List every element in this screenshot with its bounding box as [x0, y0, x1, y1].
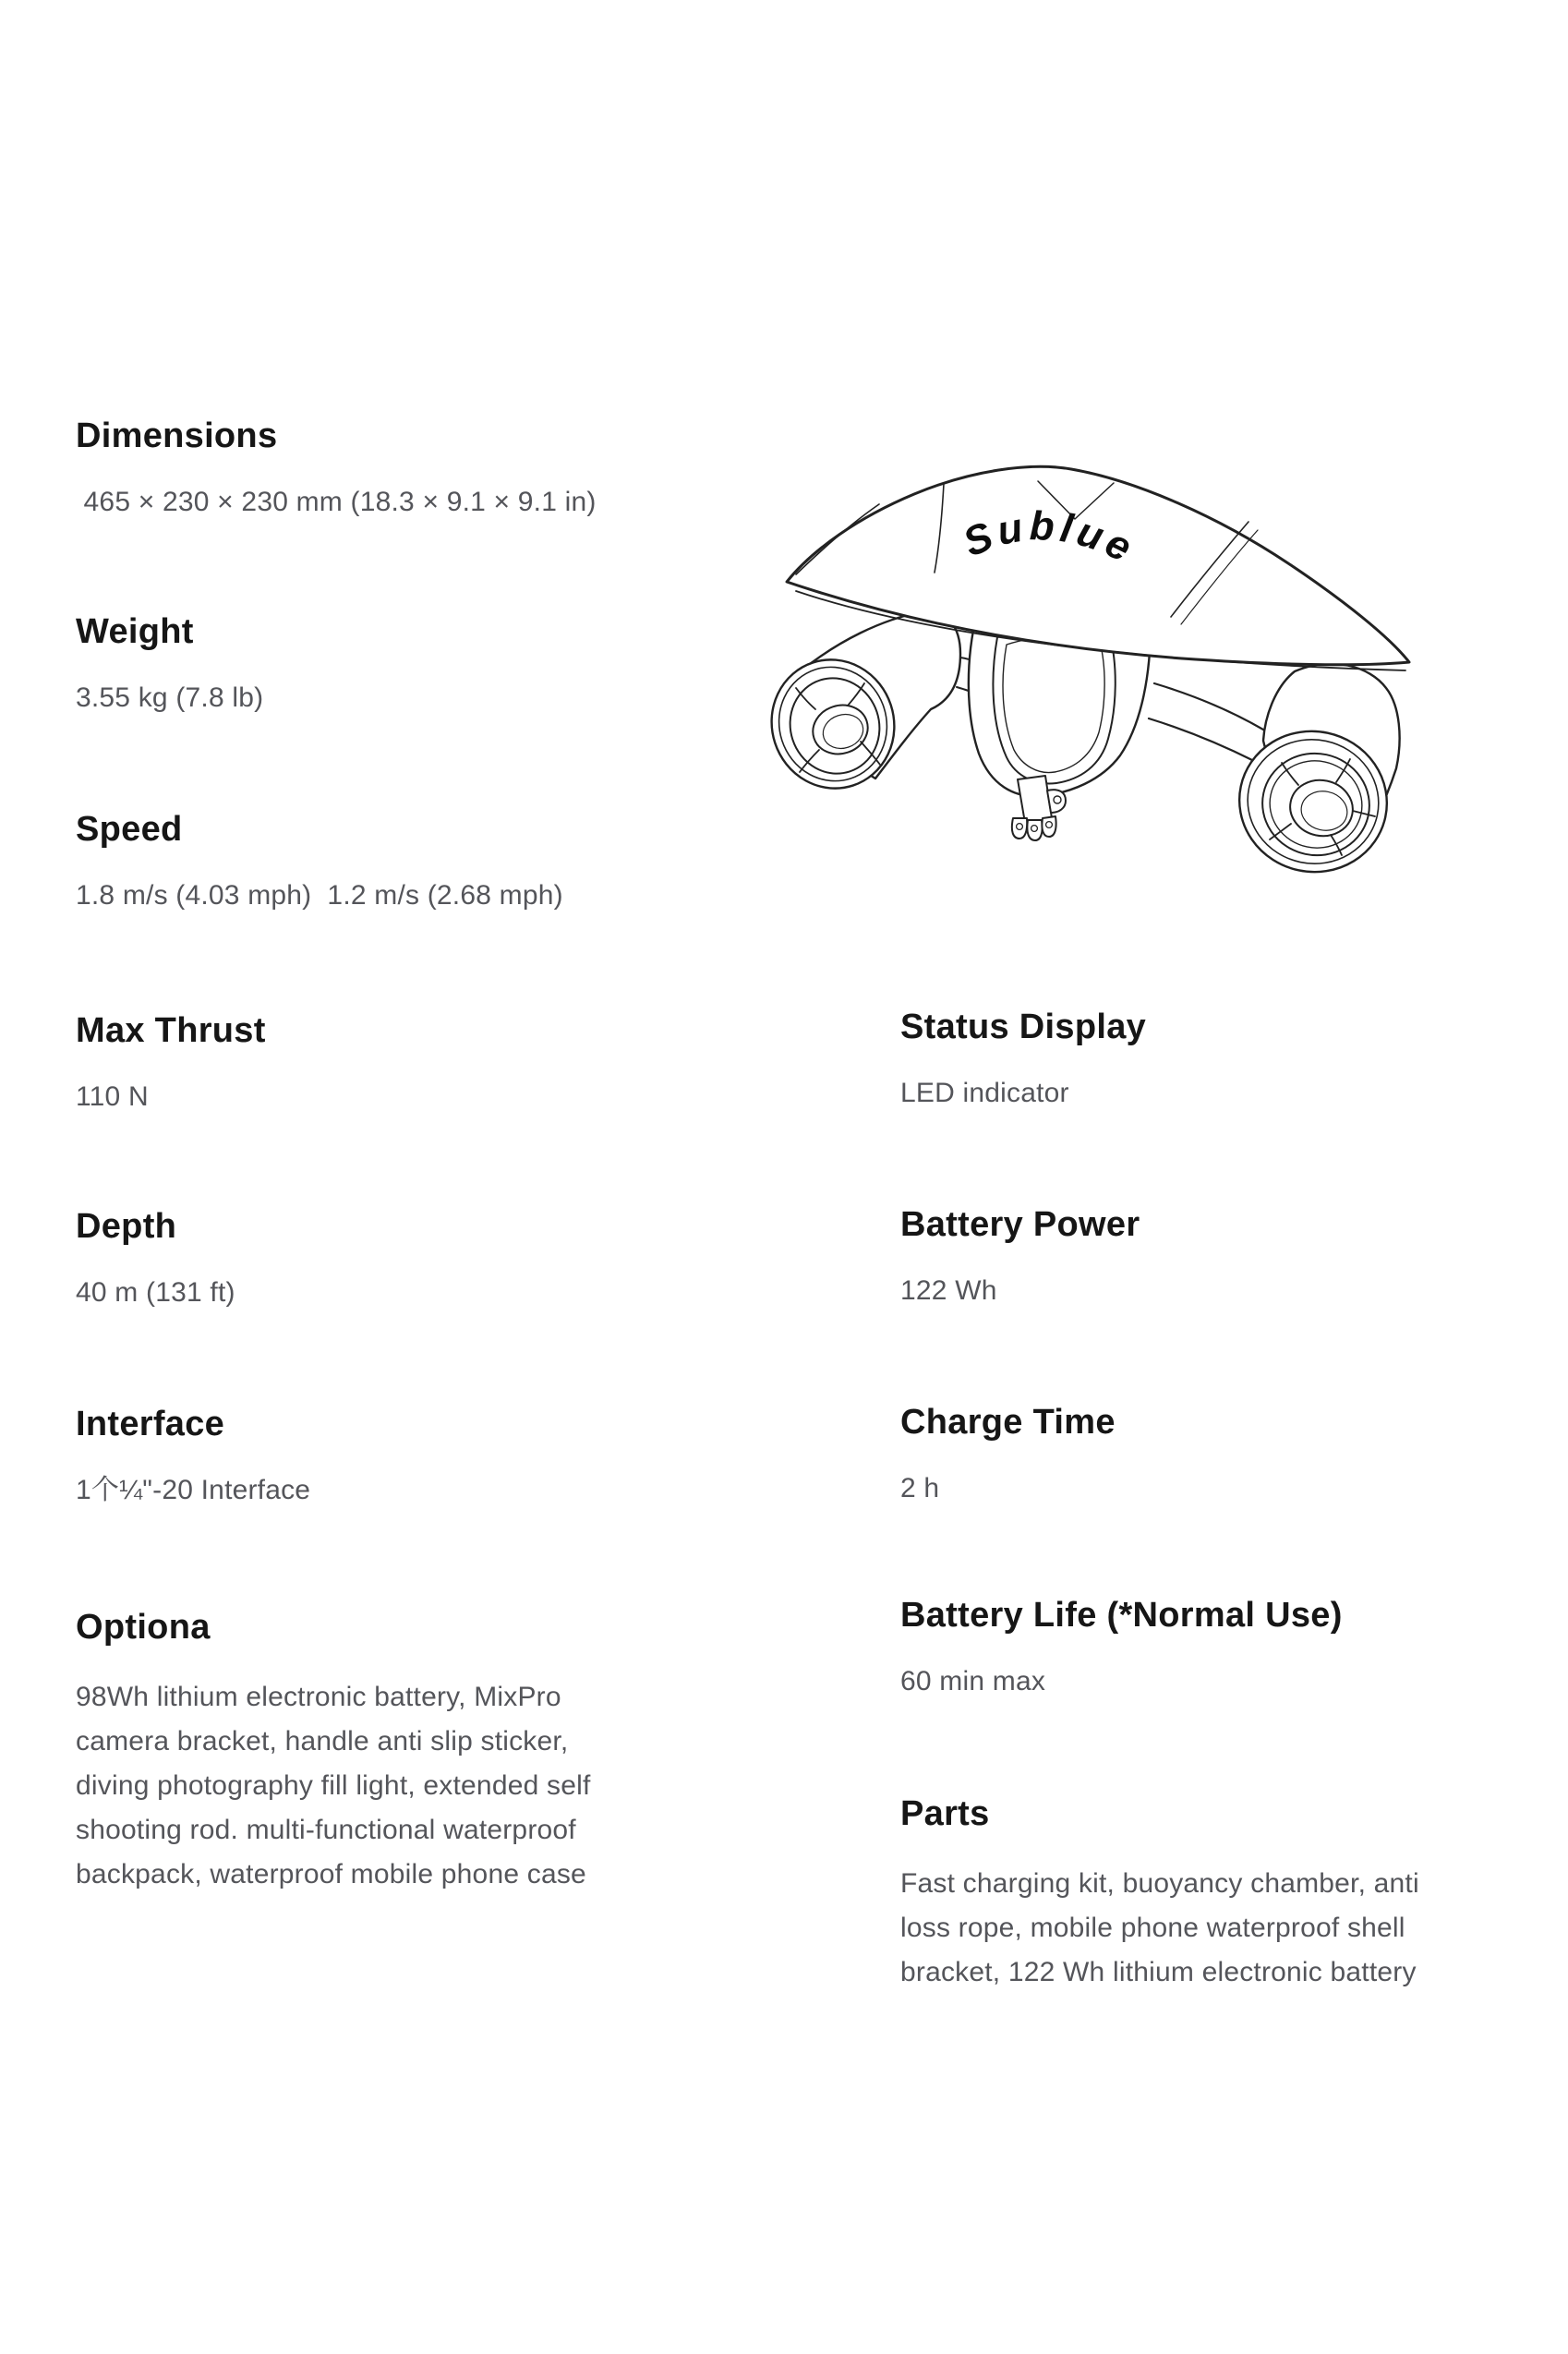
spec-parts-line: loss rope, mobile phone waterproof shell: [900, 1913, 1405, 1943]
spec-interface-value: 1个¼"-20 Interface: [76, 1475, 311, 1505]
spec-optional-line: camera bracket, handle anti slip sticker,: [76, 1726, 569, 1756]
spec-parts-value: [900, 1862, 1419, 1995]
spec-optional-value: [76, 1675, 591, 1897]
spec-depth-label: Depth: [76, 1207, 177, 1246]
spec-depth: [76, 1206, 235, 1311]
right-thruster: [1226, 664, 1400, 886]
spec-speed: [76, 809, 563, 914]
spec-status-display: [900, 1007, 1146, 1112]
spec-dimensions: [76, 416, 597, 521]
spec-battery-life-label: Battery Life (*Normal Use): [900, 1596, 1343, 1635]
spec-status-display-label: Status Display: [900, 1008, 1147, 1046]
spec-weight-value: 3.55 kg (7.8 lb): [76, 682, 264, 713]
spec-interface-label: Interface: [76, 1405, 225, 1443]
spec-charge-time-value: 2 h: [900, 1473, 940, 1503]
spec-battery-life-value: 60 min max: [900, 1666, 1046, 1696]
spec-optional-line: backpack, waterproof mobile phone case: [76, 1859, 586, 1889]
spec-charge-time-label: Charge Time: [900, 1403, 1116, 1442]
spec-battery-power-label: Battery Power: [900, 1205, 1140, 1244]
sublue-logo: Sublue: [957, 503, 1143, 573]
spec-speed-value: 1.8 m/s (4.03 mph) 1.2 m/s (2.68 mph): [76, 880, 563, 911]
spec-speed-label: Speed: [76, 810, 183, 849]
spec-interface: [76, 1404, 310, 1509]
spec-parts: [900, 1793, 1419, 1995]
spec-status-display-value: LED indicator: [900, 1078, 1069, 1108]
spec-optional-line: diving photography fill light, extended self: [76, 1770, 591, 1801]
spec-parts-line: bracket, 122 Wh lithium electronic battery: [900, 1957, 1417, 1987]
spec-max-thrust: [76, 1010, 266, 1116]
spec-optional-line: shooting rod. multi-functional waterproof: [76, 1815, 576, 1845]
spec-parts-label: Parts: [900, 1794, 990, 1833]
product-image: [739, 434, 1551, 914]
left-thruster: [755, 611, 960, 804]
spec-optional: [76, 1607, 591, 1897]
spec-max-thrust-value: 110 N: [76, 1081, 149, 1112]
spec-depth-value: 40 m (131 ft): [76, 1277, 235, 1308]
strut-lines: [1149, 683, 1263, 761]
product-line-drawing-svg: [739, 434, 1551, 914]
spec-dimensions-value: 465 × 230 × 230 mm (18.3 × 9.1 × 9.1 in): [76, 487, 597, 517]
spec-battery-power: [900, 1204, 1140, 1310]
spec-optional-line: 98Wh lithium electronic battery, MixPro: [76, 1682, 561, 1712]
spec-charge-time: [900, 1402, 1116, 1507]
spec-max-thrust-label: Max Thrust: [76, 1011, 266, 1050]
spec-battery-power-value: 122 Wh: [900, 1275, 997, 1306]
spec-weight-label: Weight: [76, 612, 194, 651]
spec-parts-line: Fast charging kit, buoyancy chamber, anti: [900, 1868, 1419, 1899]
spec-dimensions-label: Dimensions: [76, 416, 278, 455]
spec-battery-life: [900, 1595, 1343, 1700]
spec-weight: [76, 611, 263, 717]
spec-optional-label: Optiona: [76, 1608, 211, 1647]
